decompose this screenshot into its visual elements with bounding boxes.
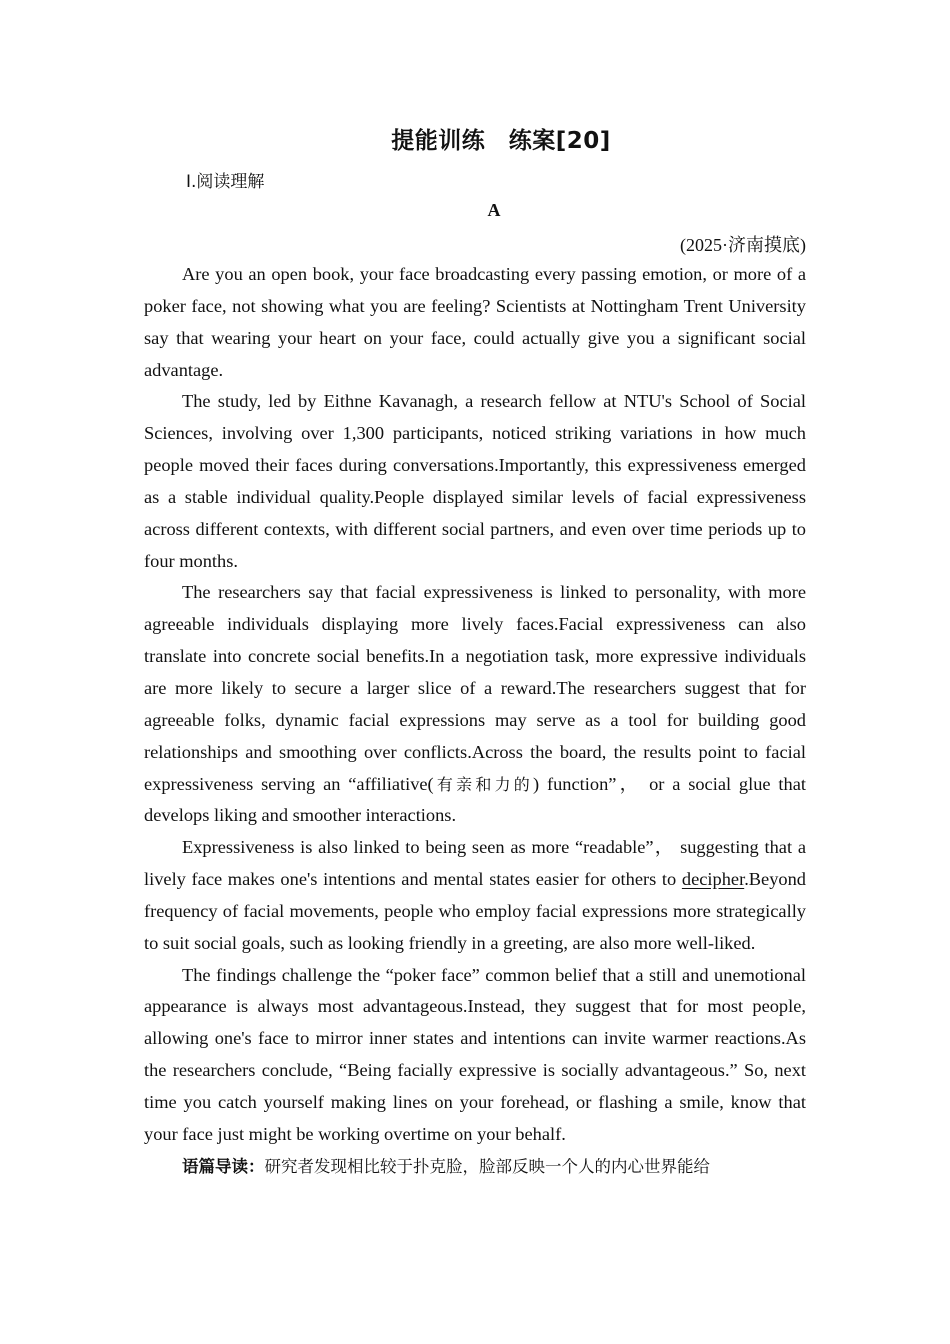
paragraph-4 [144, 832, 806, 959]
reading-guide [144, 1151, 806, 1183]
paragraph-3 [144, 577, 806, 832]
paragraph-5: The findings challenge the “poker face” common belief that a still and unemotional appearance is always most advantageous.Instead, they suggest that for most people, allowing one's face to mirror inner states and intentions can invite warmer reactions.As the researchers conclude, “Being facially expressive is socially advantageous.” So, next time you catch yourself making lines on your forehead, or flashing a smile, know that your face just might be working overtime on your behalf. [144, 964, 806, 1144]
paragraph-1: Are you an open book, your face broadcasting every passing emotion, or more of a poker face, not showing what you are feeling? Scientists at Nottingham Trent University say that wearing your heart on your face, could actually give you a significant social advantage. [144, 264, 806, 380]
page-title: 提能训练 练案[20] [391, 128, 611, 154]
paragraph-3-text-b: ) function”， or a social glue that develops liking and smoother interactions. [144, 773, 806, 826]
chinese-gloss: 有亲和力的 [433, 774, 534, 794]
passage-source: (2025·济南摸底) [680, 235, 806, 255]
reading-guide-text: 研究者发现相比较于扑克脸，脸部反映一个人的内心世界能给 [264, 1156, 710, 1176]
paragraph-2: The study, led by Eithne Kavanagh, a research fellow at NTU's School of Social Sciences, involving over 1,300 participants, noticed striking variations in how much people moved their faces during conversations.Importantly, this expressiveness emerged as a stable individual quality.People displayed similar levels of facial expressiveness across different contexts, with different social partners, and even over time periods up to four months. [144, 391, 806, 571]
paragraph-4-text-b: .Beyond frequency of facial movements, people who employ facial expressions more strategically to suit social goals, such as looking friendly in a greeting, are also more well-liked. [144, 869, 806, 953]
section-heading: Ⅰ.阅读理解 [186, 172, 265, 192]
passage-letter: A [487, 200, 501, 220]
underlined-word: decipher [681, 869, 745, 890]
paragraph-3-text-a: The researchers say that facial expressiveness is linked to personality, with more agreeable individuals displaying more lively faces.Facial expressiveness can also translate into concrete social benefits.In a negotiation task, more expressive individuals are more likely to secure a larger slice of a reward.The researchers suggest that for agreeable folks, dynamic facial expressions may serve as a tool for building good relationships and smoothing over conflicts.Across the board, the results point to facial expressiveness serving an “affiliative( [144, 582, 806, 794]
paragraph-4-text-a: Expressiveness is also linked to being seen as more “readable”， suggesting that a lively face makes one's intentions and mental states easier for others to [144, 837, 806, 890]
passage-body [144, 259, 806, 1182]
reading-guide-label: 语篇导读： [182, 1156, 265, 1176]
